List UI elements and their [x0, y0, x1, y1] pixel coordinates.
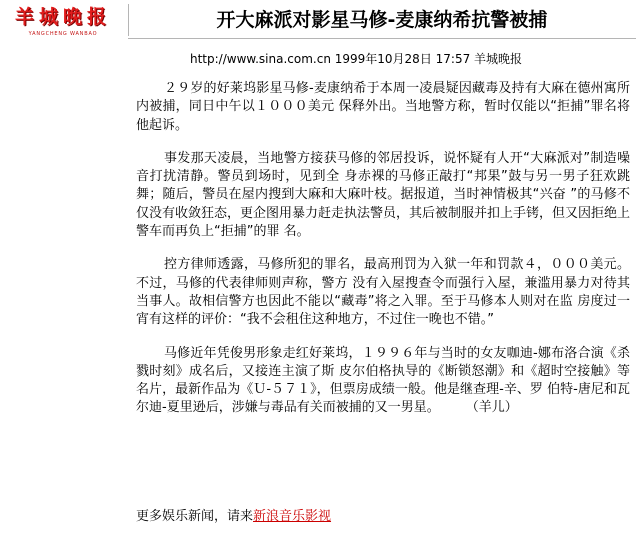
article-paragraph: ２９岁的好莱坞影星马修-麦康纳希于本周一凌晨疑因藏毒及持有大麻在德州寓所内被捕，同日中午以１０００美元 保释外出。当地警方称，暂时仅能以“拒捕”罪名将他起诉。 — [136, 81, 630, 133]
more-news-link[interactable]: 新浪音乐影视 — [253, 509, 332, 524]
header-divider-vertical — [128, 4, 129, 36]
article-meta: http://www.sina.com.cn 1999年10月28日 17:57 羊城晚报 — [190, 52, 523, 66]
article-body — [136, 80, 630, 433]
newspaper-logo[interactable] — [4, 6, 122, 40]
more-news-prefix: 更多娱乐新闻，请来 — [136, 509, 254, 524]
logo-subtitle: YANGCHENG WANBAO — [28, 31, 98, 37]
article-paragraph: 事发那天凌晨，当地警方接获马修的邻居投诉，说怀疑有人开“大麻派对”制造噪音打扰清静。警员到场时，见到全 身赤裸的马修正敲打“邦果”鼓与另一男子狂欢跳舞；随后，警员在屋内搜到大麻和大麻叶枝。据报道，当时神情极其“兴奋 ”的马修不仅没有收敛狂态，更企图用暴力赶走执法警员，其后被制服并扣上手铐，但又因拒绝上警车而再负上“拒捕”的罪 名。 — [136, 150, 631, 240]
logo-name: 羊城晚报 — [14, 6, 111, 28]
article-paragraph: 马修近年凭俊男形象走红好莱坞，１９９６年与当时的女友咖迪-娜布洛合演《杀戮时刻》成名后，又接连主演了斯 皮尔伯格执导的《断锁怒潮》和《超时空接触》等名片，最新作品为《Ｕ-５７１》，但票房成绩一般。他是继查理-辛、罗 伯特-唐尼和瓦尔迪-夏里逊后，涉嫌与毒品有关而被捕的又一男星。 （羊儿） — [136, 345, 630, 416]
page-title: 开大麻派对影星马修-麦康纳希抗警被捕 — [216, 9, 548, 31]
more-news-line — [136, 508, 331, 526]
header-divider-horizontal — [128, 38, 636, 39]
article-paragraph: 控方律师透露，马修所犯的罪名，最高刑罚为入狱一年和罚款４，０００美元。不过，马修的代表律师则声称，警方 没有入屋搜查令而强行入屋，兼滥用暴力对待其当事人。故相信警方也因此不能以“藏毒”将之入罪。至于马修本人则对在监 房度过一宵有这样的评价：“我不会租住这种地方，不过住一晚也不错。” — [136, 257, 630, 328]
